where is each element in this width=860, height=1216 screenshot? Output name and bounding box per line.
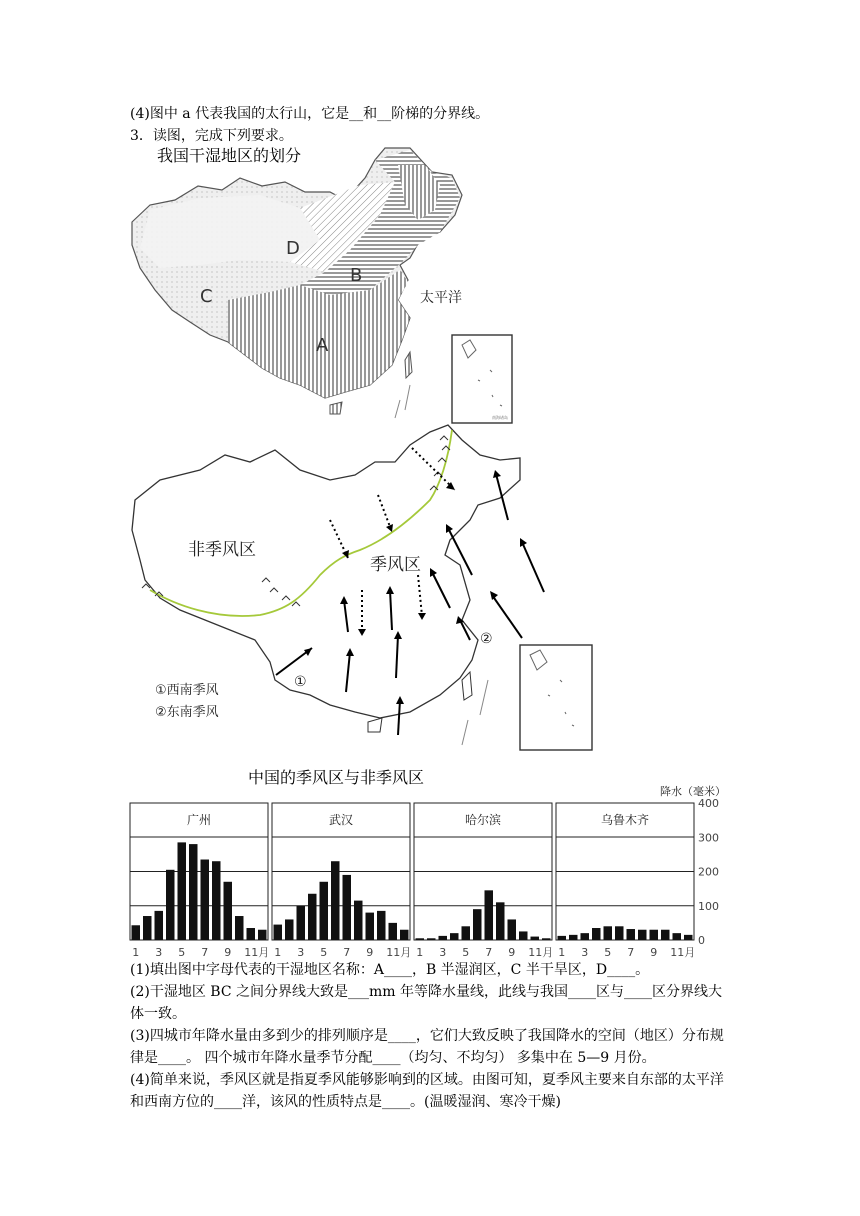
map2-title: 中国的季风区与非季风区: [248, 768, 425, 787]
bar: [354, 901, 363, 940]
y-tick-label: 400: [698, 797, 719, 810]
legend-southwest: ①西南季风: [155, 683, 219, 698]
question-3-intro: 3．读图，完成下列要求。: [130, 128, 293, 144]
bar: [343, 875, 352, 940]
x-tick-label: 5: [178, 946, 186, 959]
bar: [569, 935, 578, 940]
bar: [508, 919, 517, 940]
x-tick-label: 9: [650, 946, 658, 959]
bar: [450, 933, 459, 940]
bar: [285, 919, 294, 940]
bar: [178, 842, 187, 940]
map1-title: 我国干湿地区的划分: [157, 146, 302, 165]
x-tick-label: 1: [558, 946, 566, 959]
x-tick-label: 3: [439, 946, 447, 959]
bar: [673, 933, 682, 940]
x-tick-label: 11月: [244, 946, 270, 959]
city-name: 乌鲁木齐: [600, 813, 650, 827]
bar: [650, 930, 659, 940]
x-tick-label: 5: [604, 946, 612, 959]
question-2-4: (4)图中 a 代表我国的太行山，它是__和__阶梯的分界线。: [130, 106, 490, 122]
question-3-3: (3)四城市年降水量由多到少的排列顺序是____，它们大致反映了我国降水的空间（地区）分布规律是____。 四个城市年降水量季节分配____（均匀、不均匀） 多集中在 5—9 月份。: [130, 1028, 724, 1066]
x-tick-label: 11月: [670, 946, 696, 959]
monsoon-label: 季风区: [370, 555, 421, 575]
bar: [258, 930, 267, 940]
bar: [166, 870, 175, 940]
bar: [519, 931, 528, 940]
x-tick-label: 1: [274, 946, 282, 959]
x-tick-label: 9: [224, 946, 232, 959]
bar: [274, 925, 283, 940]
bar: [439, 936, 448, 940]
bar: [558, 936, 567, 940]
y-tick-label: 300: [698, 831, 719, 845]
x-tick-label: 7: [485, 946, 493, 959]
bar: [247, 928, 256, 940]
map1-label-b: B: [350, 265, 363, 286]
bar: [592, 928, 601, 940]
marker-2: ②: [480, 631, 493, 647]
x-tick-label: 1: [416, 946, 424, 959]
x-tick-label: 7: [201, 946, 209, 959]
bar: [297, 906, 306, 940]
question-3-4: (4)简单来说，季风区就是指夏季风能够影响到的区域。由图可知，夏季风主要来自东部的太平洋和西南方位的____洋，该风的性质特点是____。(温暖湿润、寒冷干燥): [130, 1072, 724, 1110]
legend-southeast: ②东南季风: [155, 705, 219, 720]
map1-label-d: D: [286, 238, 300, 259]
x-tick-label: 3: [297, 946, 305, 959]
bar: [581, 933, 590, 940]
bar: [132, 925, 141, 940]
bar: [542, 938, 551, 940]
city-name: 哈尔滨: [464, 813, 502, 827]
bar: [627, 929, 636, 940]
x-tick-label: 7: [343, 946, 351, 959]
bar: [366, 913, 375, 940]
x-tick-label: 1: [132, 946, 140, 959]
bar: [212, 861, 221, 940]
map1-label-c: C: [200, 286, 213, 307]
bar: [235, 916, 244, 940]
bar: [377, 911, 386, 940]
x-tick-label: 11月: [528, 946, 554, 959]
city-name: 武汉: [328, 813, 354, 827]
city-name: 广州: [186, 813, 212, 827]
non-monsoon-label: 非季风区: [188, 540, 256, 560]
question-3-2: (2)干湿地区 BC 之间分界线大致是___mm 年等降水量线，此线与我国____区与____区分界线大体一致。: [130, 984, 722, 1022]
bar: [320, 882, 329, 940]
marker-1: ①: [294, 674, 307, 690]
bar: [531, 937, 540, 940]
bar: [427, 938, 436, 940]
bar: [331, 861, 340, 940]
x-tick-label: 9: [508, 946, 516, 959]
bar: [684, 935, 693, 940]
bar: [604, 926, 613, 940]
x-tick-label: 7: [627, 946, 635, 959]
bar: [462, 926, 471, 940]
y-axis-label: 降水（毫米）: [660, 785, 726, 798]
bar: [638, 930, 647, 940]
map1-ocean-label: 太平洋: [420, 290, 462, 306]
bar: [485, 890, 494, 940]
bar: [143, 916, 152, 940]
bar: [201, 860, 210, 940]
bar: [416, 938, 425, 940]
bar: [224, 882, 233, 940]
bar: [496, 902, 505, 940]
bar: [389, 923, 398, 940]
svg-text:南海诸岛: 南海诸岛: [492, 415, 508, 420]
x-tick-label: 5: [462, 946, 470, 959]
bar: [189, 844, 198, 940]
y-tick-label: 200: [698, 865, 719, 879]
x-tick-label: 3: [581, 946, 589, 959]
bar: [400, 930, 409, 940]
x-tick-label: 5: [320, 946, 328, 959]
bar: [615, 926, 624, 940]
bar: [155, 911, 164, 940]
bar: [308, 894, 317, 940]
bar: [661, 930, 670, 940]
question-3-1: (1)填出图中字母代表的干湿地区名称：A____，B 半湿润区，C 半干旱区，D____。: [130, 962, 650, 978]
x-tick-label: 11月: [386, 946, 412, 959]
y-tick-label: 100: [698, 899, 719, 913]
bar: [473, 909, 482, 940]
map1-label-a: A: [316, 335, 329, 356]
x-tick-label: 9: [366, 946, 374, 959]
y-tick-label: 0: [698, 934, 705, 947]
x-tick-label: 3: [155, 946, 163, 959]
